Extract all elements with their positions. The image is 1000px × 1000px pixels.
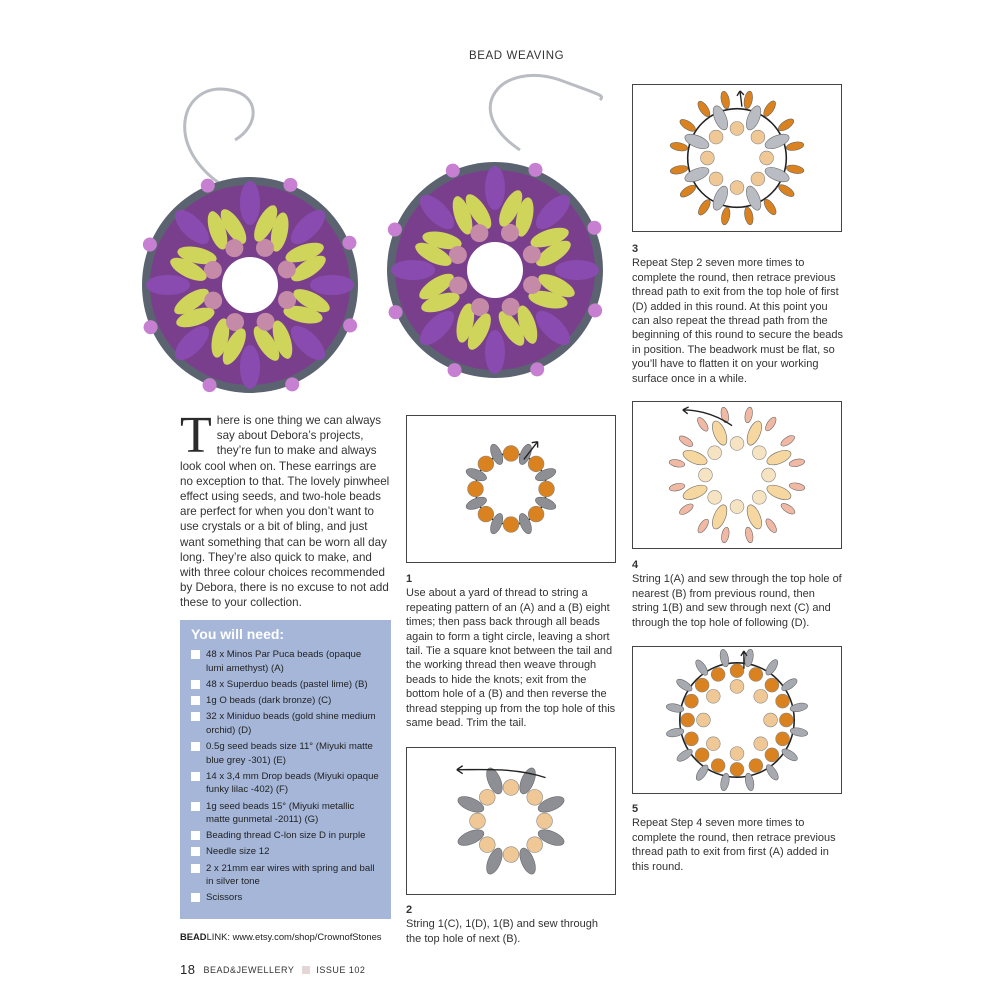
step-1 bbox=[406, 572, 616, 730]
peach-bead bbox=[706, 689, 720, 703]
step-number: 3 bbox=[632, 243, 639, 255]
checkbox-icon bbox=[191, 680, 200, 689]
peach-bead bbox=[744, 419, 764, 447]
coral-bead bbox=[696, 517, 711, 534]
coral-bead bbox=[763, 415, 778, 432]
step-2 bbox=[406, 903, 616, 946]
checkbox-icon bbox=[191, 864, 200, 873]
checkbox-icon bbox=[191, 893, 200, 902]
coral-bead bbox=[744, 526, 754, 543]
orange-bead bbox=[743, 207, 754, 226]
amethyst-bead bbox=[391, 260, 435, 280]
peach-bead bbox=[470, 813, 486, 829]
orange-bead bbox=[720, 207, 731, 226]
coral-bead bbox=[779, 501, 796, 516]
orange-bead bbox=[765, 748, 779, 762]
step-number: 5 bbox=[632, 803, 639, 815]
coral-bead bbox=[669, 482, 686, 492]
amethyst-bead bbox=[485, 330, 505, 374]
peach-bead bbox=[760, 151, 774, 165]
peach-bead bbox=[754, 689, 768, 703]
checkbox-icon bbox=[191, 696, 200, 705]
orange-bead bbox=[786, 164, 805, 175]
orange-bead bbox=[695, 748, 709, 762]
orange-bead bbox=[720, 91, 731, 110]
coral-bead bbox=[764, 517, 779, 534]
material-item: 0.5g seed beads size 11° (Miyuki matte blue grey -301) (E) bbox=[191, 740, 380, 767]
diagram-step-5 bbox=[632, 646, 842, 794]
peach-bead bbox=[479, 837, 495, 853]
page-footer bbox=[180, 962, 365, 977]
peach-bead bbox=[730, 747, 744, 761]
orange-bead bbox=[777, 182, 796, 198]
intro-paragraph bbox=[180, 407, 392, 611]
earrings-photo bbox=[130, 70, 610, 405]
checkbox-icon bbox=[191, 772, 200, 781]
cream-bead bbox=[762, 468, 776, 482]
orange-bead bbox=[730, 664, 744, 678]
step-4 bbox=[632, 558, 844, 630]
material-item: Beading thread C-lon size D in purple bbox=[191, 829, 380, 843]
intro-text: here is one thing we can always say about Debora’s projects, they’re fun to make and always look cool when on. These earrings are no exception to that. The lovely pinwheel effect using seeds, and two-hole beads are perfect for when you don’t want to use crystals or a bit of bling, and just want something that can be worn all day long. They’re also quick to make, and with three colour choices recommended by Debora, there is no excuse to not add these to your collection. bbox=[180, 414, 390, 610]
orange-bead bbox=[528, 506, 544, 522]
materials-title: You will need: bbox=[191, 626, 285, 642]
bead-link-url[interactable]: www.etsy.com/shop/CrownofStones bbox=[232, 931, 382, 942]
page-number: 18 bbox=[180, 962, 196, 977]
peach-bead bbox=[730, 680, 744, 694]
bead-link: BEADLINK: www.etsy.com/shop/CrownofStones bbox=[180, 931, 382, 942]
orange-bead bbox=[776, 117, 795, 134]
materials-list bbox=[191, 648, 380, 905]
coral-bead bbox=[678, 502, 695, 517]
orange-bead bbox=[761, 99, 777, 118]
step-3 bbox=[632, 242, 844, 386]
cream-bead bbox=[752, 490, 766, 504]
amethyst-bead bbox=[555, 260, 599, 280]
drop-cap: T bbox=[180, 407, 212, 464]
materials-box bbox=[180, 620, 391, 919]
material-item: 48 x Minos Par Puca beads (opaque lumi amethyst) (A) bbox=[191, 648, 380, 675]
checkbox-icon bbox=[191, 650, 200, 659]
material-item: Scissors bbox=[191, 891, 380, 905]
peach-bead bbox=[730, 181, 744, 195]
orange-bead bbox=[711, 668, 725, 682]
peach-bead bbox=[503, 847, 519, 863]
orange-bead bbox=[678, 183, 697, 200]
orange-bead bbox=[685, 694, 699, 708]
orange-bead bbox=[765, 678, 779, 692]
peach-bead bbox=[709, 419, 729, 447]
coral-bead bbox=[695, 416, 710, 433]
peach-bead bbox=[527, 789, 543, 805]
peach-bead bbox=[709, 130, 723, 144]
material-item: 1g O beads (dark bronze) (C) bbox=[191, 694, 380, 708]
peach-bead bbox=[527, 837, 543, 853]
earring-center bbox=[467, 242, 523, 298]
peach-bead bbox=[709, 172, 723, 186]
footer-separator bbox=[302, 966, 310, 974]
orange-bead bbox=[670, 164, 689, 175]
checkbox-icon bbox=[191, 831, 200, 840]
orange-bead bbox=[779, 713, 793, 727]
cream-bead bbox=[708, 490, 722, 504]
issue-number: ISSUE 102 bbox=[316, 964, 366, 975]
amethyst-bead bbox=[146, 275, 190, 295]
orange-bead bbox=[685, 732, 699, 746]
step-text: Repeat Step 2 seven more times to complete the round, then retrace previous thread path to exit from the top hole of first (D) added in this round. At this point you can also repeat the thread path from the beginning of this round to secure the beads in position. The beadwork must be flat, so you’ll have to flatten it on your working surface once in a while. bbox=[632, 257, 843, 385]
peach-bead bbox=[537, 813, 553, 829]
material-item: 1g seed beads 15° (Miyuki metallic matte gunmetal -2011) (G) bbox=[191, 800, 380, 827]
peach-bead bbox=[744, 503, 764, 531]
step-text: String 1(A) and sew through the top hole of nearest (B) from previous round, then string 1(B) and sew through next (C) and through the top hole of following (D). bbox=[632, 573, 842, 629]
peach-bead bbox=[503, 780, 519, 796]
peach-bead bbox=[754, 737, 768, 751]
step-number: 1 bbox=[406, 573, 413, 585]
step-text: String 1(C), 1(D), 1(B) and sew through the top hole of next (B). bbox=[406, 918, 598, 945]
peach-bead bbox=[765, 482, 793, 502]
peach-bead bbox=[701, 151, 715, 165]
orange-bead bbox=[786, 141, 805, 152]
magazine-name: BEAD&JEWELLERY bbox=[203, 964, 295, 975]
diagram-step-2 bbox=[406, 747, 616, 895]
orange-bead bbox=[528, 456, 544, 472]
orange-bead bbox=[696, 198, 712, 217]
amethyst-bead bbox=[240, 345, 260, 389]
orange-bead bbox=[678, 117, 697, 133]
coral-bead bbox=[669, 458, 686, 468]
coral-bead bbox=[677, 434, 694, 449]
orange-bead bbox=[681, 713, 695, 727]
material-item: 48 x Superduo beads (pastel lime) (B) bbox=[191, 678, 380, 692]
section-label: BEAD WEAVING bbox=[469, 50, 565, 62]
orange-bead bbox=[468, 481, 484, 497]
coral-bead bbox=[789, 482, 806, 492]
cream-bead bbox=[708, 446, 722, 460]
orange-bead bbox=[762, 197, 779, 216]
orange-bead bbox=[743, 90, 754, 109]
amethyst-bead bbox=[485, 166, 505, 210]
checkbox-icon bbox=[191, 802, 200, 811]
peach-bead bbox=[751, 172, 765, 186]
coral-bead bbox=[744, 407, 754, 424]
peach-bead bbox=[681, 482, 709, 502]
peach-bead bbox=[709, 503, 729, 531]
peach-bead bbox=[730, 122, 744, 136]
material-item: 14 x 3,4 mm Drop beads (Miyuki opaque funky lilac -402) (F) bbox=[191, 770, 380, 797]
orange-bead bbox=[776, 694, 790, 708]
step-text: Use about a yard of thread to string a repeating pattern of an (A) and a (B) eight times; then pass back through all beads again to form a tight circle, leaving a short tail. Tie a square knot between the tail and the working thread then weave through beads to hide the knots; exit from the bottom hole of a (B) and then reverse the thread stepping up from the top hole of this same bead. Trim the tail. bbox=[406, 587, 616, 730]
diagram-step-4 bbox=[632, 401, 842, 549]
cream-bead bbox=[730, 437, 744, 451]
orange-bead bbox=[503, 517, 519, 533]
coral-bead bbox=[788, 458, 805, 468]
diagram-step-3 bbox=[632, 84, 842, 232]
checkbox-icon bbox=[191, 847, 200, 856]
peach-bead bbox=[681, 447, 709, 467]
step-number: 4 bbox=[632, 559, 639, 571]
orange-bead bbox=[749, 759, 763, 773]
thread-arrow bbox=[737, 91, 744, 107]
orange-bead bbox=[711, 759, 725, 773]
orange-bead bbox=[669, 141, 688, 152]
checkbox-icon bbox=[191, 712, 200, 721]
orange-bead bbox=[776, 732, 790, 746]
coral-bead bbox=[779, 433, 796, 448]
amethyst-bead bbox=[240, 181, 260, 225]
diagram-step-1 bbox=[406, 415, 616, 563]
orange-bead bbox=[730, 762, 744, 776]
step-number: 2 bbox=[406, 904, 413, 916]
material-item: 2 x 21mm ear wires with spring and ball in silver tone bbox=[191, 862, 380, 889]
peach-bead bbox=[764, 713, 778, 727]
orange-bead bbox=[478, 506, 494, 522]
step-5 bbox=[632, 802, 844, 874]
peach-bead bbox=[765, 447, 793, 467]
coral-bead bbox=[720, 527, 730, 544]
orange-bead bbox=[749, 668, 763, 682]
amethyst-bead bbox=[310, 275, 354, 295]
step-text: Repeat Step 4 seven more times to complete the round, then retrace previous thread path to exit from first (A) added in this round. bbox=[632, 817, 836, 873]
peach-bead bbox=[697, 713, 711, 727]
orange-bead bbox=[503, 446, 519, 462]
peach-bead bbox=[479, 789, 495, 805]
earring-center bbox=[222, 257, 278, 313]
cream-bead bbox=[730, 500, 744, 514]
orange-bead bbox=[695, 678, 709, 692]
orange-bead bbox=[539, 481, 555, 497]
material-item: Needle size 12 bbox=[191, 845, 380, 859]
checkbox-icon bbox=[191, 742, 200, 751]
peach-bead bbox=[751, 130, 765, 144]
peach-bead bbox=[706, 737, 720, 751]
cream-bead bbox=[699, 468, 713, 482]
cream-bead bbox=[752, 446, 766, 460]
orange-bead bbox=[478, 456, 494, 472]
orange-bead bbox=[696, 99, 713, 118]
material-item: 32 x Miniduo beads (gold shine medium orchid) (D) bbox=[191, 710, 380, 737]
